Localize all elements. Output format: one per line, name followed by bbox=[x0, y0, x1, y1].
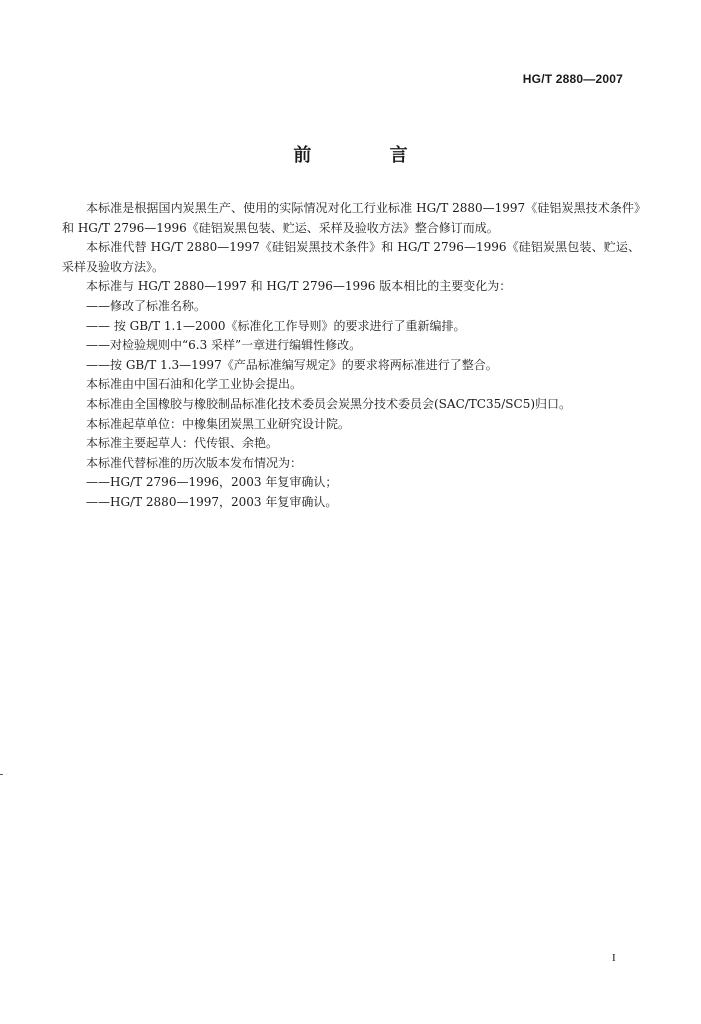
paragraph-drafters: 本标准主要起草人：代传银、余艳。 bbox=[86, 436, 279, 451]
paragraph-proposer: 本标准由中国石油和化学工业协会提出。 bbox=[86, 377, 303, 392]
history-item: ——HG/T 2796—1996，2003 年复审确认； bbox=[86, 475, 338, 490]
change-item: ——按 GB/T 1.3—1997《产品标准编写规定》的要求将两标准进行了整合。 bbox=[86, 357, 498, 372]
history-item: ——HG/T 2880—1997，2003 年复审确认。 bbox=[86, 494, 338, 509]
change-item: ——对检验规则中“6.3 采样”一章进行编辑性修改。 bbox=[86, 338, 362, 353]
paragraph-replaces: 本标准代替 HG/T 2880—1997《硅铝炭黑技术条件》和 HG/T 2796—1996《硅铝炭黑包装、贮运、采样及验收方法》。 bbox=[62, 240, 640, 274]
standard-code: HG/T 2880—2007 bbox=[522, 72, 623, 86]
foreword-body bbox=[62, 199, 640, 513]
paragraph-committee: 本标准由全国橡胶与橡胶制品标准化技术委员会炭黑分技术委员会(SAC/TC35/SC5)归口。 bbox=[86, 396, 572, 411]
change-item: ——修改了标准名称。 bbox=[86, 298, 207, 313]
margin-mark bbox=[0, 774, 3, 775]
paragraph-history-intro: 本标准代替标准的历次版本发布情况为： bbox=[86, 455, 303, 470]
page-title: 前 言 bbox=[293, 145, 444, 166]
paragraph-drafting-unit: 本标准起草单位：中橡集团炭黑工业研究设计院。 bbox=[86, 416, 351, 431]
change-item: —— 按 GB/T 1.1—2000《标准化工作导则》的要求进行了重新编排。 bbox=[86, 318, 466, 333]
paragraph-origin: 本标准是根据国内炭黑生产、使用的实际情况对化工行业标准 HG/T 2880—1997《硅铝炭黑技术条件》和 HG/T 2796—1996《硅铝炭黑包装、贮运、采样及验收方法》整合修订而成。 bbox=[62, 201, 640, 235]
paragraph-changes-intro: 本标准与 HG/T 2880—1997 和 HG/T 2796—1996 版本相比的主要变化为： bbox=[86, 279, 512, 294]
page-number: I bbox=[612, 952, 616, 964]
